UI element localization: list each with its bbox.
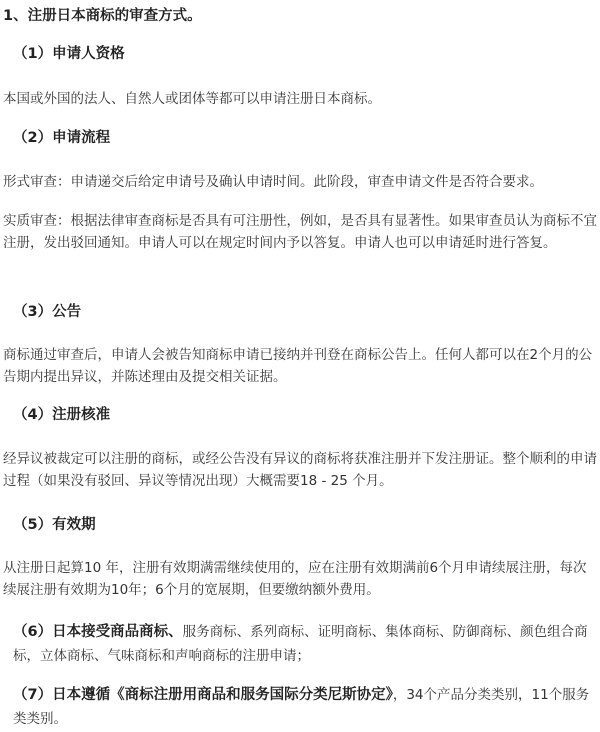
item-accepted-trademark-types-lead: （6）日本接受商品商标、 <box>13 624 183 640</box>
item-accepted-trademark-types-text: 服务商标、系列商标、证明商标、集体商标、防御商标、颜色组合商标，立体商标、气味商标和声响商标的注册申请； <box>13 624 588 664</box>
paragraph-publication: 商标通过审查后，申请人会被告知商标申请已接纳并刊登在商标公告上。任何人都可以在2个月的公告期内提出异议，并陈述理由及提交相关证据。 <box>3 347 593 385</box>
paragraph-formal-examination: 形式审查：申请递交后给定申请号及确认申请时间。此阶段，审查申请文件是否符合要求。 <box>3 174 543 190</box>
article-title: 1、注册日本商标的审查方式。 <box>3 8 202 24</box>
section-heading-publication: （3）公告 <box>13 304 82 320</box>
item-accepted-trademark-types <box>13 620 597 668</box>
section-heading-validity: （5）有效期 <box>13 517 96 533</box>
item-nice-classification <box>13 683 597 731</box>
item-nice-classification-lead: （7）日本遵循《商标注册用商品和服务国际分类尼斯协定》 <box>13 687 393 703</box>
paragraph-applicant-qualification: 本国或外国的法人、自然人或团体等都可以申请注册日本商标。 <box>3 91 381 107</box>
section-heading-application-process: （2）申请流程 <box>13 130 111 146</box>
item-nice-classification-text: ，34个产品分类类别，11个服务类类别。 <box>13 687 590 727</box>
paragraph-registration-approval: 经异议被裁定可以注册的商标，或经公告没有异议的商标将获准注册并下发注册证。整个顺利的申请过程（如果没有驳回、异议等情况出现）大概需要18 - 25 个月。 <box>3 451 597 489</box>
paragraph-substantive-examination: 实质审查：根据法律审查商标是否具有可注册性，例如，是否具有显著性。如果审查员认为商标不宜注册，发出驳回通知。申请人可以在规定时间内予以答复。申请人也可以申请延时进行答复。 <box>3 213 597 251</box>
paragraph-validity: 从注册日起算10 年，注册有效期满需继续使用的，应在注册有效期满前6个月申请续展注册，每次续展注册有效期为10年；6个月的宽展期，但要缴纳额外费用。 <box>3 560 587 598</box>
section-heading-registration-approval: （4）注册核准 <box>13 407 111 423</box>
section-heading-applicant-qualification: （1）申请人资格 <box>13 46 125 62</box>
